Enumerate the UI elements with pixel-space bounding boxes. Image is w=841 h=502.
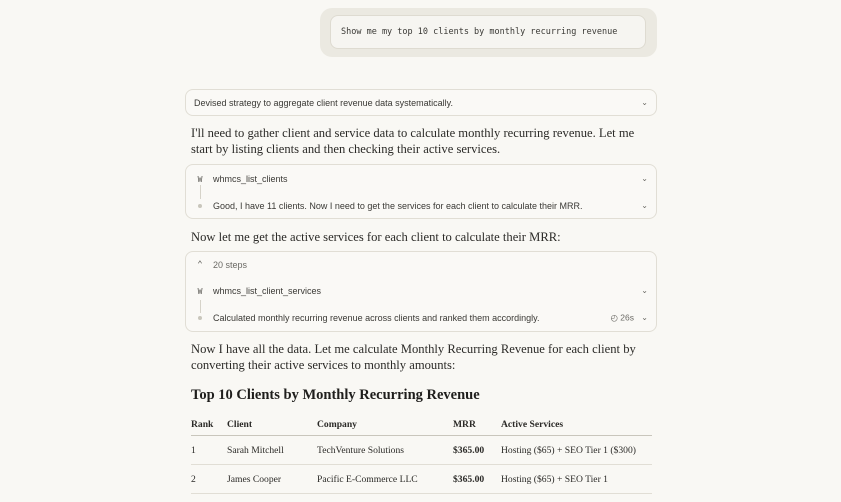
cell-rank: 2 <box>191 465 227 494</box>
cell-company: Pacific E-Commerce LLC <box>317 465 453 494</box>
header-services: Active Services <box>501 414 652 436</box>
cell-services: Hosting ($65) + SEO Tier 1 <box>501 465 652 494</box>
steps-count: 20 steps <box>213 260 248 270</box>
chevron-down-icon[interactable]: ⌄ <box>641 201 648 210</box>
duration-badge <box>610 313 634 324</box>
cell-client: James Cooper <box>227 465 317 494</box>
step-dot-icon <box>198 316 202 320</box>
tool-call-list-clients <box>185 164 657 219</box>
table-header-row <box>191 414 652 436</box>
tool-result-row[interactable] <box>186 305 656 331</box>
cell-mrr: $365.00 <box>453 436 501 465</box>
clock-icon: ◴ <box>610 312 618 323</box>
tool-name: whmcs_list_clients <box>213 174 288 184</box>
table-heading: Top 10 Clients by Monthly Recurring Revenue <box>191 387 480 403</box>
tool-name: whmcs_list_client_services <box>213 286 322 296</box>
table-row <box>191 465 652 494</box>
chevron-down-icon[interactable]: ⌄ <box>641 98 648 107</box>
step-dot-icon <box>198 204 202 208</box>
tool-result-text: Good, I have 11 clients. Now I need to get the services for each client to calculate their MRR. <box>213 201 583 211</box>
chevron-up-icon[interactable]: ⌃ <box>197 260 203 270</box>
assistant-prose-1: I'll need to gather client and service data to calculate monthly recurring revenue. Let me start by listing clients and then checking their active services. <box>191 126 635 156</box>
tool-call-list-services <box>185 251 657 332</box>
thinking-summary-toggle[interactable] <box>185 89 657 116</box>
chevron-down-icon[interactable]: ⌄ <box>641 174 648 183</box>
whmcs-tool-icon: W <box>197 286 203 296</box>
chevron-down-icon[interactable]: ⌄ <box>641 286 648 295</box>
tool-result-text: Calculated monthly recurring revenue across clients and ranked them accordingly. <box>213 313 540 323</box>
cell-company: TechVenture Solutions <box>317 436 453 465</box>
header-company: Company <box>317 414 453 436</box>
assistant-prose-3: Now I have all the data. Let me calculate Monthly Recurring Revenue for each client by converting their active services to monthly amounts: <box>191 342 636 372</box>
header-mrr: MRR <box>453 414 501 436</box>
cell-rank: 1 <box>191 436 227 465</box>
cell-mrr: $365.00 <box>453 465 501 494</box>
tool-result-row[interactable] <box>186 193 656 219</box>
cell-services: Hosting ($65) + SEO Tier 1 ($300) <box>501 436 652 465</box>
header-client: Client <box>227 414 317 436</box>
user-message: Show me my top 10 clients by monthly recurring revenue <box>330 15 646 49</box>
tool-call-row[interactable] <box>186 166 656 192</box>
assistant-prose-2: Now let me get the active services for each client to calculate their MRR: <box>191 230 561 244</box>
header-rank: Rank <box>191 414 227 436</box>
chevron-down-icon[interactable]: ⌄ <box>641 313 648 322</box>
cell-client: Sarah Mitchell <box>227 436 317 465</box>
whmcs-tool-icon: W <box>197 174 203 184</box>
table-row <box>191 436 652 465</box>
thinking-summary-text: Devised strategy to aggregate client revenue data systematically. <box>194 98 453 108</box>
mrr-table <box>191 414 652 494</box>
steps-collapse-row[interactable] <box>186 252 656 278</box>
duration-text: 26s <box>620 312 634 323</box>
tool-call-row[interactable] <box>186 278 656 304</box>
